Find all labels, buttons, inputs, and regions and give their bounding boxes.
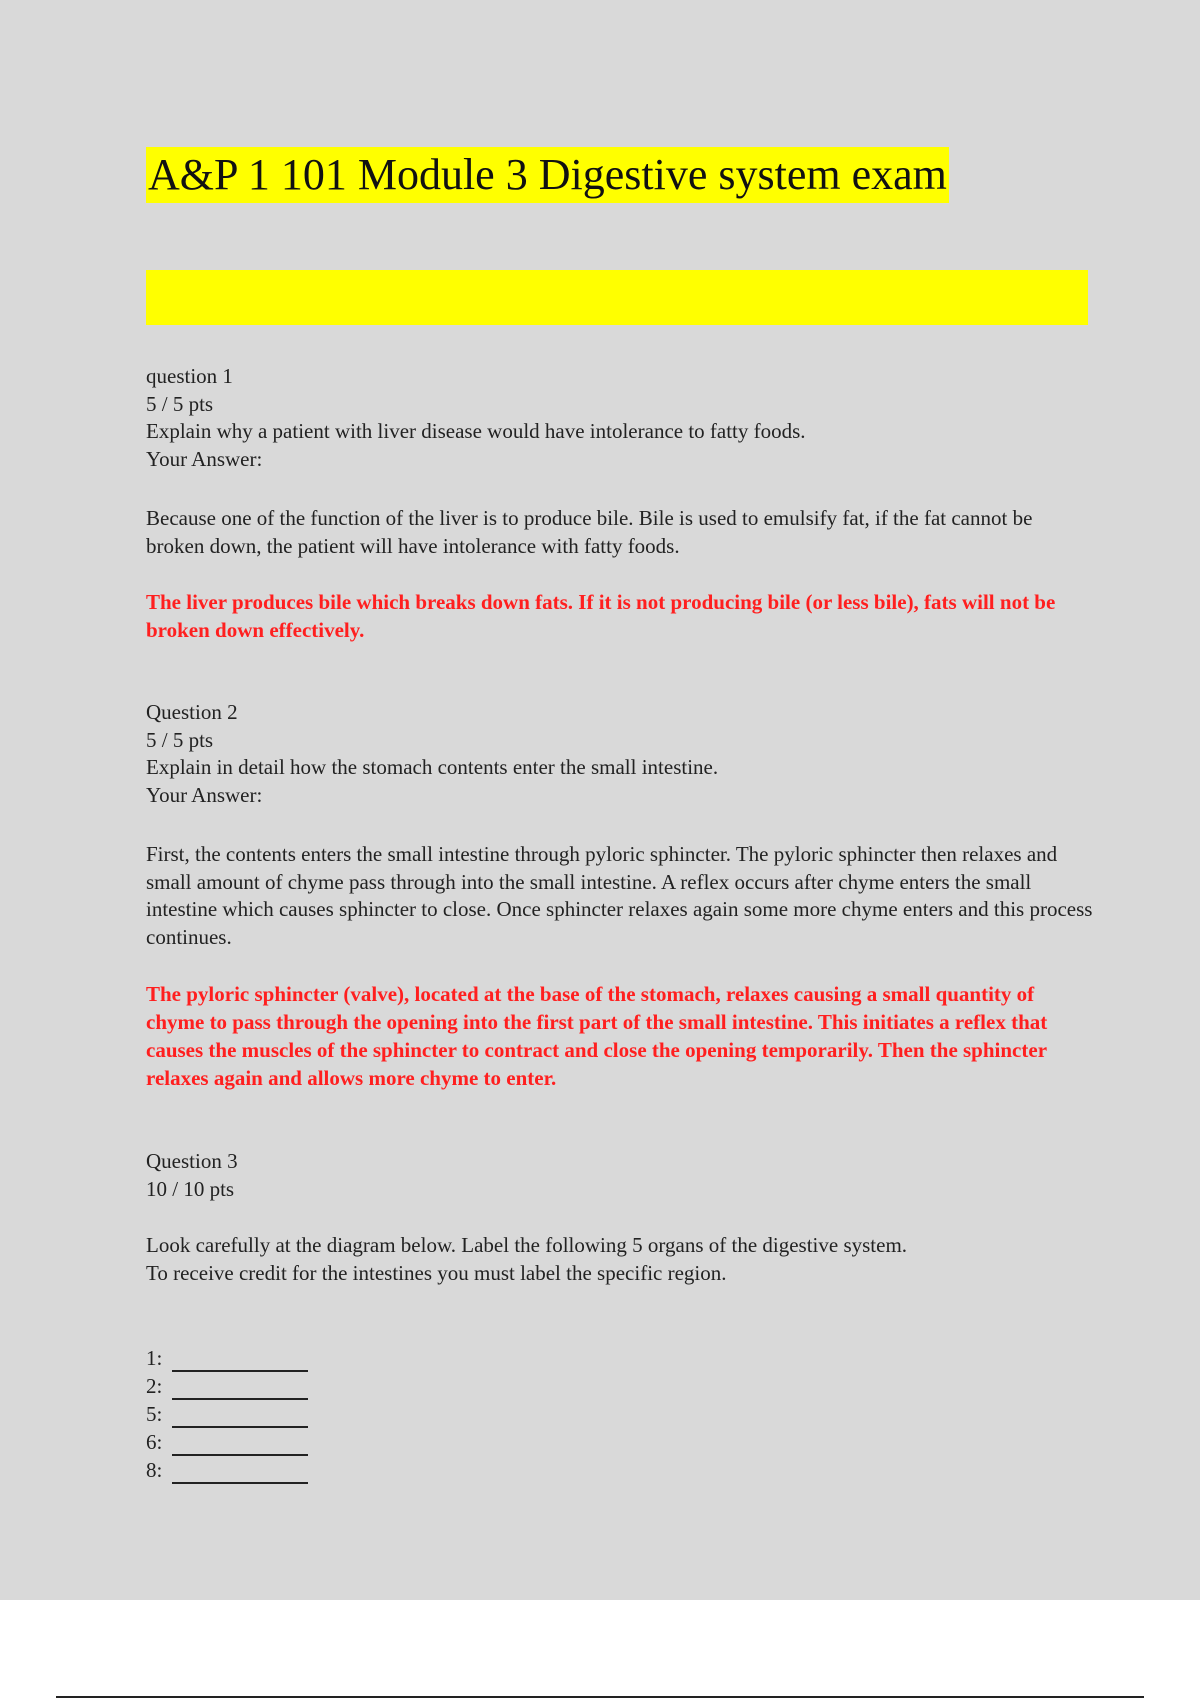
question-1-answer: Because one of the function of the liver is to produce bile. Bile is used to emulsify fat, if the fat cannot be broken down, the patient will have intolerance with fatty foods. [146,506,1033,558]
question-points: 5 / 5 pts [146,391,214,416]
blank-number: 2: [146,1373,163,1398]
answer-blank[interactable] [172,1460,308,1484]
question-prompt: Explain in detail how the stomach contents enter the small intestine. [146,755,719,779]
blank-number: 5: [146,1401,163,1426]
blank-number: 1: [146,1345,163,1370]
label-blank-row [146,1456,346,1484]
blank-number: 8: [146,1457,163,1482]
label-blanks [146,1344,346,1484]
question-points: 10 / 10 pts [146,1176,235,1201]
page-title: A&P 1 101 Module 3 Digestive system exam [146,147,949,203]
question-prompt-line: Look carefully at the diagram below. Label the following 5 organs of the digestive system. [146,1233,908,1257]
answer-label: Your Answer: [146,446,263,471]
question-3-header [146,1148,1096,1203]
question-heading: Question 2 [146,700,238,724]
answer-label: Your Answer: [146,782,263,807]
question-2-answer: First, the contents enters the small intestine through pyloric sphincter. The pyloric sphincter then relaxes and small amount of chyme pass through into the small intestine. A reflex occurs after chyme enters the small intestine which causes sphincter to close. Once sphincter relaxes again some more chyme enters and this process continues. [146,842,1093,949]
question-prompt-line: To receive credit for the intestines you must label the specific region. [146,1260,727,1285]
question-3-prompt [146,1232,1096,1287]
label-blank-row [146,1428,346,1456]
label-blank-row [146,1372,346,1400]
question-heading: question 1 [146,364,233,388]
label-blank-row [146,1344,346,1372]
footer-divider [56,1696,1144,1698]
answer-blank[interactable] [172,1404,308,1428]
question-2-feedback: The pyloric sphincter (valve), located at the base of the stomach, relaxes causing a small quantity of chyme to pass through the opening into the first part of the small intestine. This initiates a reflex that causes the muscles of the sphincter to contract and close the opening temporarily. Then the sphincter relaxes again and allows more chyme to enter. [146,982,1048,1090]
answer-blank[interactable] [172,1432,308,1456]
label-blank-row [146,1400,346,1428]
question-heading: Question 3 [146,1149,238,1173]
question-1-feedback: The liver produces bile which breaks down fats. If it is not producing bile (or less bile), fats will not be broken down effectively. [146,590,1056,642]
answer-blank[interactable] [172,1348,308,1372]
question-points: 5 / 5 pts [146,727,214,752]
question-prompt: Explain why a patient with liver disease would have intolerance to fatty foods. [146,419,806,443]
answer-blank[interactable] [172,1376,308,1400]
question-1-header [146,363,1096,473]
question-2-header [146,699,1096,809]
highlight-bar [146,270,1088,325]
blank-number: 6: [146,1429,163,1454]
